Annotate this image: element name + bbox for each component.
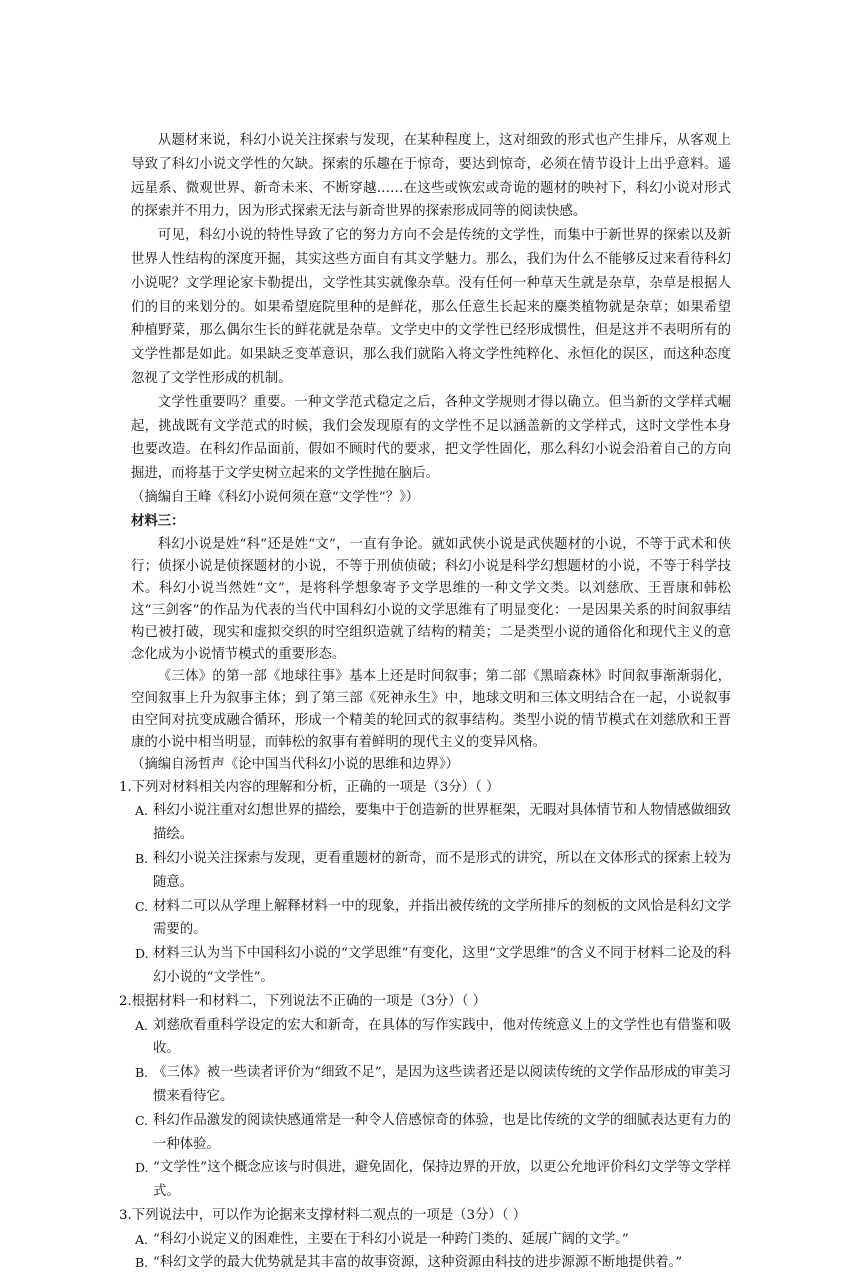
option-b[interactable] — [135, 1061, 731, 1109]
option-text: 刘慈欣看重科学设定的宏大和新奇，在具体的写作实践中，他对传统意义上的文学性也有借鉴和吸收。 — [153, 1017, 731, 1057]
option-a[interactable] — [135, 799, 731, 847]
option-b[interactable] — [135, 847, 731, 895]
question-stem: 3.下列说法中，可以作为论据来支撑材料二观点的一项是（3分）（ ） — [119, 1207, 527, 1223]
option-text: 《三体》被一些读者评价为“细致不足”，是因为这些读者还是以阅读传统的文学作品形成的审美习惯来看待它。 — [153, 1065, 731, 1104]
option-c[interactable] — [135, 895, 731, 943]
option-letter: C. — [135, 1112, 149, 1128]
material3-heading: 材料三： — [131, 513, 185, 529]
option-d[interactable] — [135, 942, 731, 990]
question-stem: 2.根据材料一和材料二，下列说法不正确的一项是（3分）（ ） — [119, 993, 487, 1009]
option-text: “文学性”这个概念应该与时俱进，避免固化，保持边界的开放，以更公允地评价科幻文学等文学样式。 — [153, 1160, 731, 1200]
question-1 — [119, 776, 731, 990]
option-letter: B. — [135, 1255, 149, 1271]
option-letter: C. — [135, 898, 149, 914]
passage-paragraph-3: 文学性重要吗？重要。一种文学范式稳定之后，各种文学规则才得以确立。但当新的文学样式崛起，挑战既有文学范式的时候，我们会发现原有的文学性不足以涵盖新的文学样式，这时文学性本身也要改造。在科幻作品面前，假如不顾时代的要求，把文学性固化，那么科幻小说会沿着自己的方向掘进，而将基于文学史树立起来的文学性抛在脑后。 — [131, 394, 731, 482]
option-text: “科幻文学的最大优势就是其丰富的故事资源，这种资源由科技的进步源源不断地提供着。” — [153, 1255, 683, 1271]
material3-source: （摘编自汤哲声《论中国当代科幻小说的思维和边界》） — [131, 756, 460, 772]
option-text: 科幻小说注重对幻想世界的描绘，要集中于创造新的世界框架，无暇对具体情节和人物情感做细致描绘。 — [153, 803, 731, 843]
option-text: 材料二可以从学理上解释材料一中的现象，并指出被传统的文学所排斥的刻板的文风恰是科幻文学需要的。 — [153, 898, 731, 938]
material3-paragraph-1: 科幻小说是姓“科”还是姓“文”，一直有争论。就如武侠小说是武侠题材的小说，不等于武术和侠行；侦探小说是侦探题材的小说，不等于刑侦侦破；科幻小说是科学幻想题材的小说，不等于科学技术。科幻小说当然姓“文”，是将科学想象寄予文学思维的一种文学文类。以刘慈欣、王晋康和韩松这“三剑客”的作品为代表的当代中国科幻小说的文学思维有了明显变化：一是因果关系的时间叙事结构已被打破，现实和虚拟交织的时空组织造就了结构的精美；二是类型小说的通俗化和现代主义的意念化成为小说情节模式的重要形态。 — [131, 536, 731, 662]
passage-source: （摘编自王峰《科幻小说何须在意“文学性”？》） — [131, 489, 420, 505]
passage-paragraph-2: 可见，科幻小说的特性导致了它的努力方向不会是传统的文学性，而集中于新世界的探索以及新世界人性结构的深度开掘，其实这些方面自有其文学魅力。那么，我们为什么不能够反过来看待科幻小说呢？文学理论家卡勒提出，文学性其实就像杂草。没有任何一种草天生就是杂草，杂草是根据人们的目的来划分的。如果希望庭院里种的是鲜花，那么任意生长起来的麋类植物就是杂草；如果希望种植野菜，那么偶尔生长的鲜花就是杂草。文学史中的文学性已经形成惯性，但是这并不表明所有的文学性都是如此。如果缺乏变革意识，那么我们就陷入将文学性纯粹化、永恒化的误区，而这种态度忽视了文学性形成的机制。 — [131, 228, 731, 386]
option-text: 材料三认为当下中国科幻小说的“文学思维”有变化，这里“文学思维”的含义不同于材料二论及的科幻小说的“文学性”。 — [153, 946, 731, 985]
option-letter: B. — [135, 1065, 149, 1081]
option-letter: A. — [135, 1017, 149, 1033]
option-text: 科幻小说关注探索与发现，更看重题材的新奇，而不是形式的讲究，所以在文体形式的探索上较为随意。 — [153, 850, 731, 890]
option-text: 科幻作品激发的阅读快感通常是一种令人倍感惊奇的体验，也是比传统的文学的细腻表达更有力的一种体验。 — [153, 1112, 731, 1152]
option-c[interactable] — [135, 1109, 731, 1157]
option-letter: A. — [135, 803, 149, 819]
option-letter: A. — [135, 1231, 149, 1247]
passage-paragraph-1: 从题材来说，科幻小说关注探索与发现，在某种程度上，这对细致的形式也产生排斥，从客观上导致了科幻小说文学性的欠缺。探索的乐趣在于惊奇，要达到惊奇，必须在情节设计上出乎意料。遥远星系、微观世界、新奇未来、不断穿越……在这些或恢宏或奇诡的题材的映衬下，科幻小说对形式的探索并不用力，因为形式探索无法与新奇世界的探索形成同等的阅读快感。 — [131, 133, 731, 220]
option-b[interactable] — [135, 1251, 731, 1275]
material3-paragraph-2: 《三体》的第一部《地球往事》基本上还是时间叙事；第二部《黑暗森林》时间叙事渐渐弱化，空间叙事上升为叙事主体；到了第三部《死神永生》中，地球文明和三体文明结合在一起，小说叙事由空间对抗变成融合循环，形成一个精美的轮回式的叙事结构。类型小说的情节模式在刘慈欣和王晋康的小说中相当明显，而韩松的叙事有着鲜明的现代主义的变异风格。 — [131, 668, 731, 750]
option-d[interactable] — [135, 1156, 731, 1204]
question-stem: 1.下列对材料相关内容的理解和分析，正确的一项是（3分）（ ） — [119, 779, 500, 795]
question-2 — [119, 990, 731, 1204]
page-content — [119, 129, 731, 1275]
option-text: “科幻小说定义的困难性，主要在于科幻小说是一种跨门类的、延展广阔的文学。” — [153, 1231, 629, 1247]
option-a[interactable] — [135, 1014, 731, 1062]
option-letter: D. — [135, 1160, 149, 1176]
option-letter: D. — [135, 946, 149, 962]
question-3 — [119, 1204, 731, 1275]
option-a[interactable] — [135, 1228, 731, 1252]
option-letter: B. — [135, 850, 149, 866]
